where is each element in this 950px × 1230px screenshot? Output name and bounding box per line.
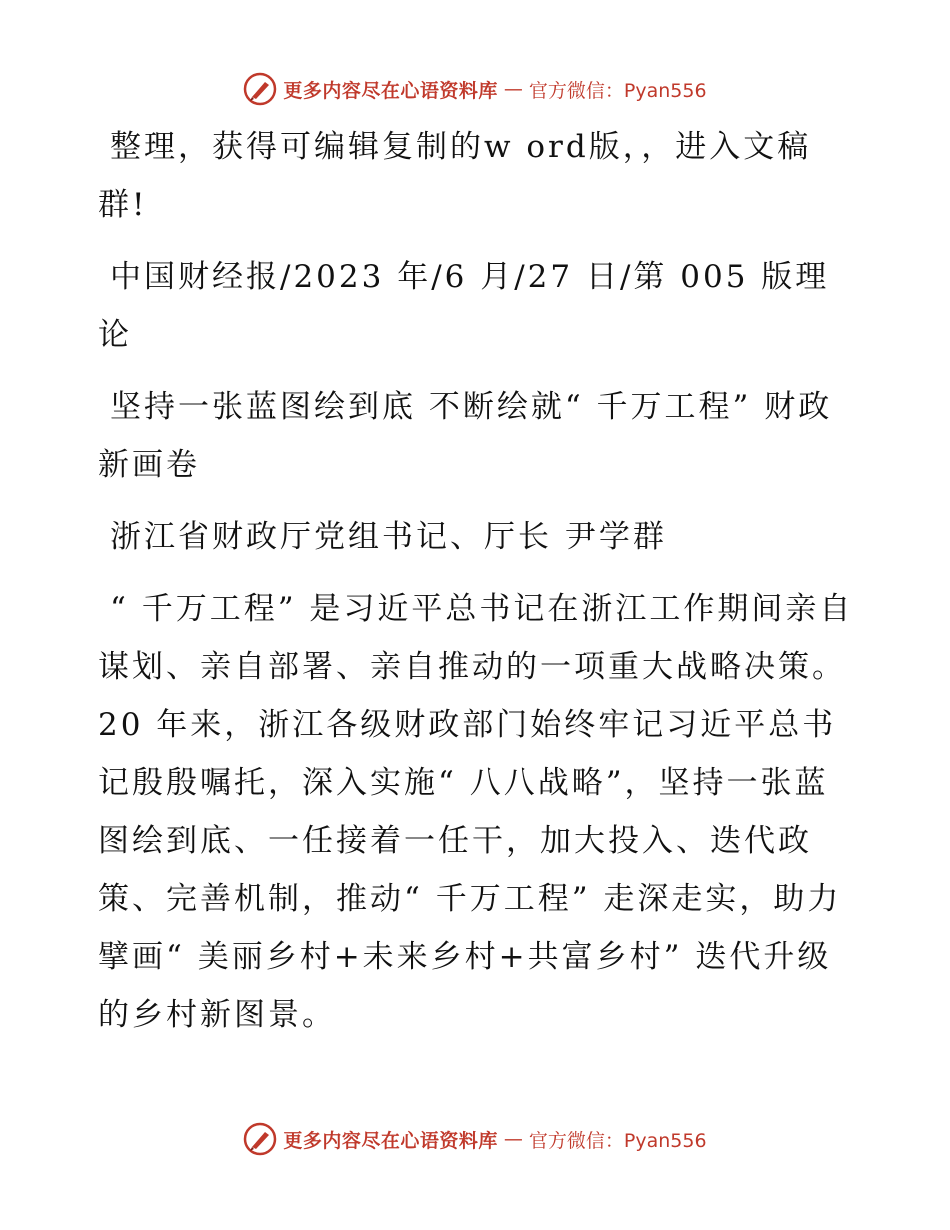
body-paragraph: “ 千万工程” 是习近平总书记在浙江工作期间亲自谋划、亲自部署、亲自推动的一项重大战略决策。20 年来，浙江各级财政部门始终牢记习近平总书记殷殷嘱托，深入实施“ 八八战略”，坚持一张蓝图绘到底、一任接着一任干，加大投入、迭代政策、完善机制，推动“ 千万工程” 走深走实，助力擘画“ 美丽乡村+未来乡村+共富乡村” 迭代升级的乡村新图景。 — [98, 591, 854, 1033]
watermark-separator: — — [503, 78, 523, 100]
watermark-brand: 更多内容尽在心语资料库 — [283, 1129, 498, 1152]
pen-logo-icon — [243, 1122, 277, 1156]
intro-note: 整理，获得可编辑复制的w ord版，，进入文稿群! — [98, 129, 812, 223]
footer-watermark — [0, 1122, 950, 1156]
watermark-separator: — — [503, 1128, 523, 1150]
watermark-wechat: 官方微信：Pyan556 — [528, 79, 707, 102]
document-body — [98, 118, 858, 1058]
source-line: 中国财经报/2023 年/6 月/27 日/第 005 版理论 — [98, 259, 830, 353]
watermark-brand: 更多内容尽在心语资料库 — [283, 79, 498, 102]
article-title: 坚持一张蓝图绘到底 不断绘就“ 千万工程” 财政新画卷 — [98, 389, 833, 483]
watermark-wechat: 官方微信：Pyan556 — [528, 1129, 707, 1152]
pen-logo-icon — [243, 72, 277, 106]
header-watermark — [0, 72, 950, 106]
author-line: 浙江省财政厅党组书记、厅长 尹学群 — [110, 519, 667, 555]
